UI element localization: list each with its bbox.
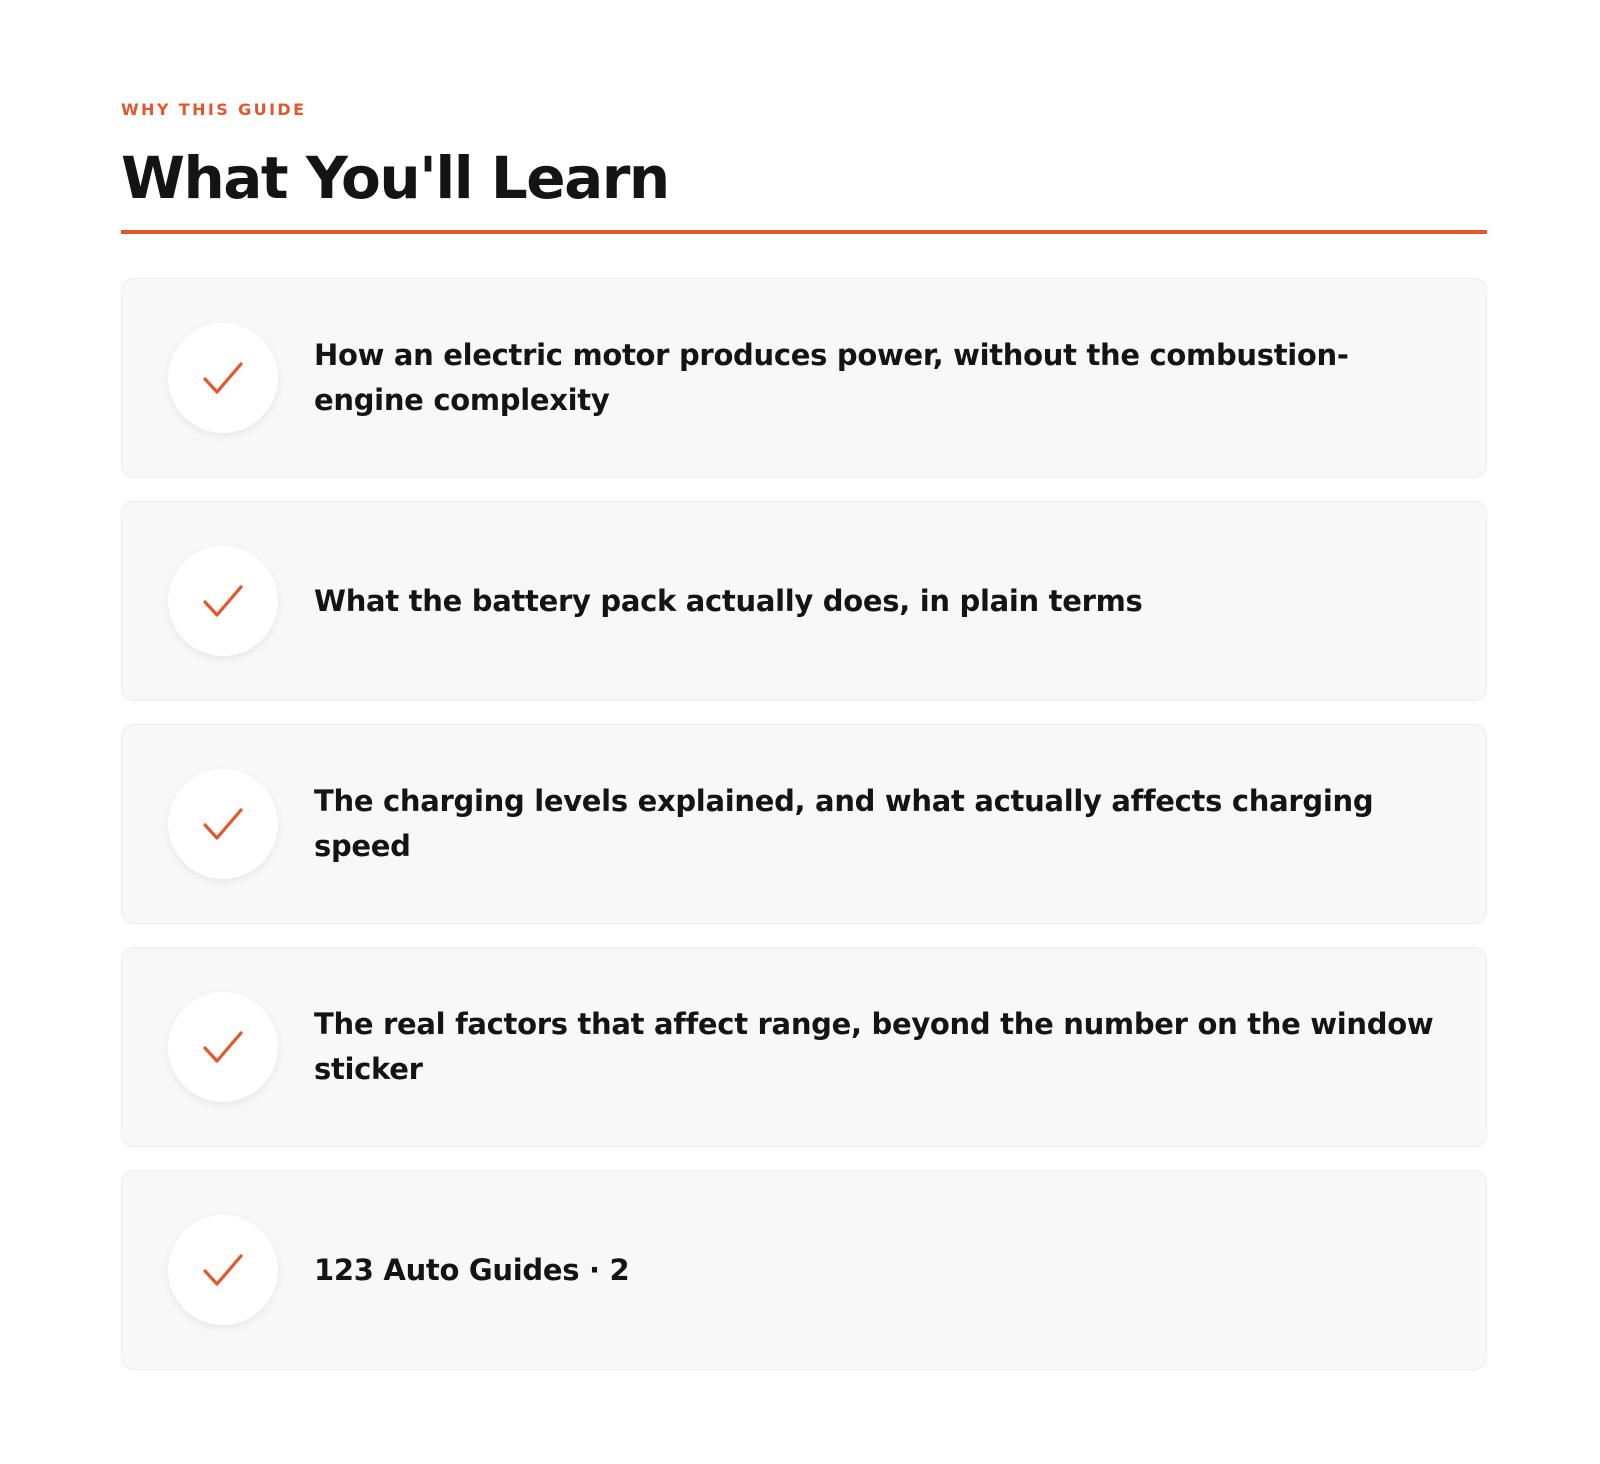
list-item xyxy=(121,278,1487,478)
list-item xyxy=(121,1170,1487,1370)
check-icon xyxy=(201,1248,245,1292)
learning-list xyxy=(121,278,1487,1370)
list-item xyxy=(121,724,1487,924)
list-item-text: What the battery pack actually does, in plain terms xyxy=(314,583,1143,618)
check-badge xyxy=(168,769,278,879)
section-title: What You'll Learn xyxy=(121,144,669,212)
check-icon xyxy=(201,1025,245,1069)
check-icon xyxy=(201,356,245,400)
what-youll-learn-section xyxy=(121,100,1487,1370)
list-item-text: How an electric motor produces power, without the combustion-engine complexity xyxy=(314,338,1349,417)
title-divider xyxy=(121,230,1487,234)
list-item-text: The real factors that affect range, beyond the number on the window sticker xyxy=(314,1007,1434,1086)
check-badge xyxy=(168,992,278,1102)
check-badge xyxy=(168,323,278,433)
section-eyebrow: WHY THIS GUIDE xyxy=(121,100,307,119)
check-badge xyxy=(168,546,278,656)
check-badge xyxy=(168,1215,278,1325)
check-icon xyxy=(201,579,245,623)
list-item-text: The charging levels explained, and what actually affects charging speed xyxy=(314,784,1374,863)
check-icon xyxy=(201,802,245,846)
list-item xyxy=(121,501,1487,701)
list-item xyxy=(121,947,1487,1147)
list-item-text: 123 Auto Guides · 2 xyxy=(314,1252,630,1287)
